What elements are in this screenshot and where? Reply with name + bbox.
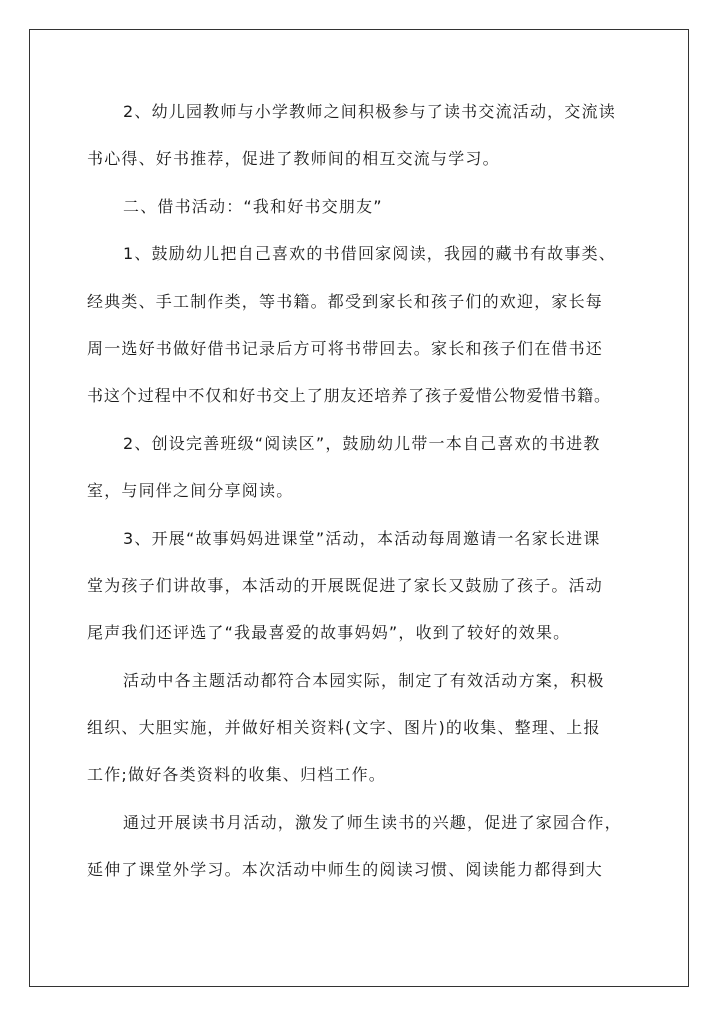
text-line: 2、幼儿园教师与小学教师之间积极参与了读书交流活动，交流读 — [123, 102, 616, 121]
section-heading: 二、借书活动：“我和好书交朋友” — [123, 196, 383, 216]
text-line: 室，与同伴之间分享阅读。 — [87, 481, 294, 501]
text-line: 尾声我们还评选了“我最喜爱的故事妈妈”，收到了较好的效果。 — [87, 623, 571, 643]
text-line: 1、鼓励幼儿把自己喜欢的书借回家阅读，我园的藏书有故事类、 — [123, 244, 616, 264]
text-line: 延伸了课堂外学习。本次活动中师生的阅读习惯、阅读能力都得到大 — [87, 860, 604, 880]
text-line: 经典类、手工制作类，等书籍。都受到家长和孩子们的欢迎，家长每 — [87, 291, 604, 311]
text-line: 工作;做好各类资料的收集、归档工作。 — [87, 765, 386, 785]
text-line: 2、创设完善班级“阅读区”，鼓励幼儿带一本自己喜欢的书进教 — [123, 433, 601, 453]
text-line: 书心得、好书推荐，促进了教师间的相互交流与学习。 — [87, 149, 500, 169]
text-line: 活动中各主题活动都符合本园实际，制定了有效活动方案，积极 — [123, 670, 605, 690]
text-line: 书这个过程中不仅和好书交上了朋友还培养了孩子爱惜公物爱惜书籍。 — [87, 386, 611, 406]
text-line: 通过开展读书月活动，激发了师生读书的兴趣，促进了家园合作， — [123, 812, 622, 832]
text-line: 周一选好书做好借书记录后方可将书带回去。家长和孩子们在借书还 — [87, 338, 604, 358]
text-line: 组织、大胆实施，并做好相关资料(文字、图片)的收集、整理、上报 — [87, 718, 601, 738]
text-line: 堂为孩子们讲故事，本活动的开展既促进了家长又鼓励了孩子。活动 — [87, 575, 604, 595]
document-body — [87, 88, 671, 894]
text-line: 3、开展“故事妈妈进课堂”活动，本活动每周邀请一名家长进课 — [123, 528, 601, 548]
